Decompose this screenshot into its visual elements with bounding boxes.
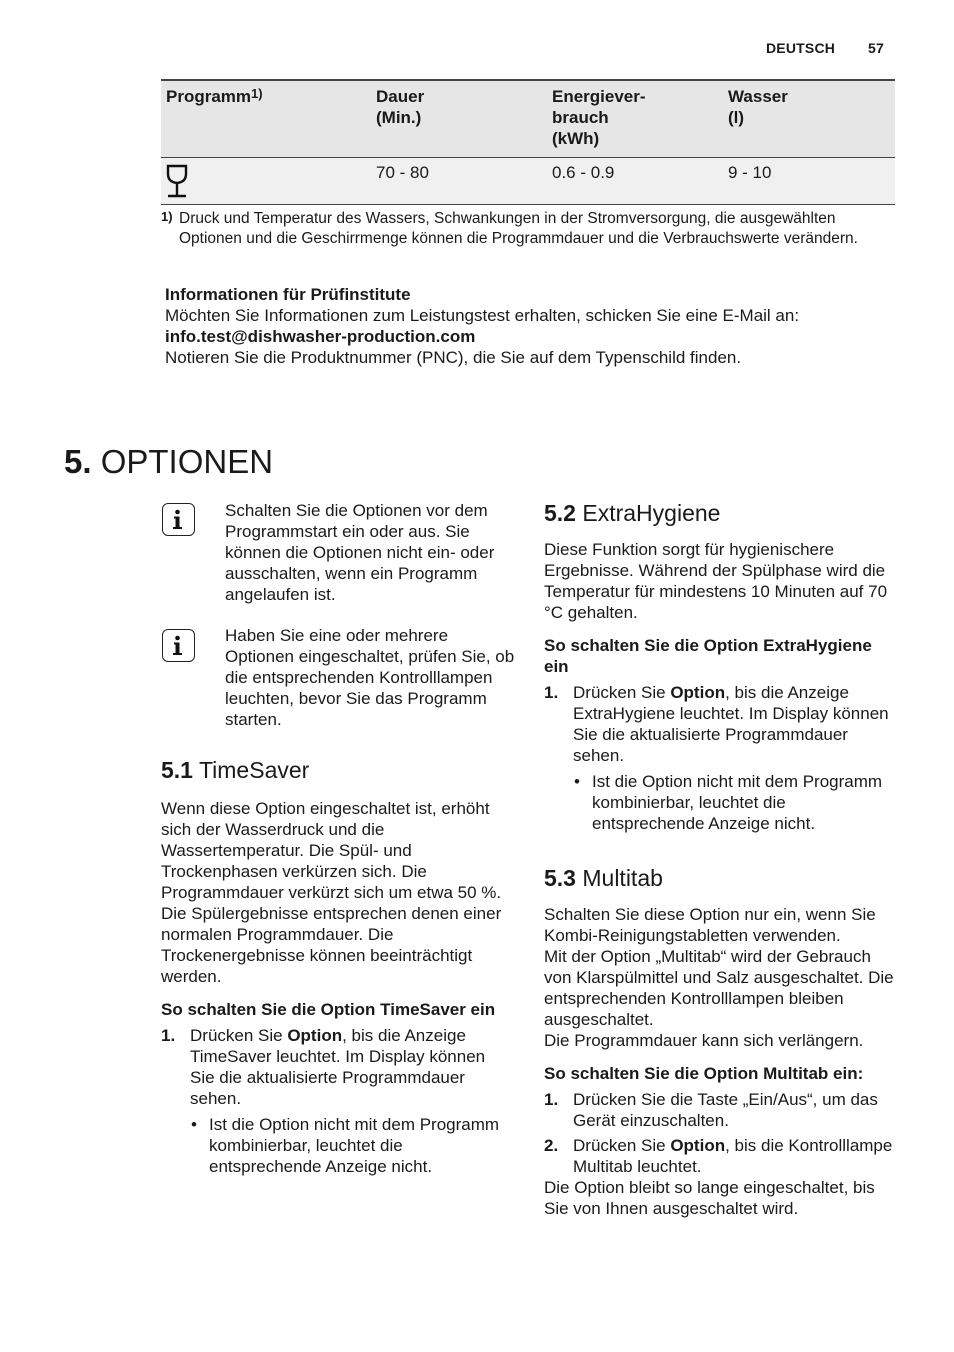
list-item	[544, 1089, 894, 1131]
bullet-text: Ist die Option nicht mit dem Programm kombinierbar, leuchtet die entsprechende Anzeige nicht.	[209, 1115, 500, 1176]
step-text-post: , bis die Kontrolllampe Multitab leuchtet.	[573, 1136, 893, 1176]
test-info-line1: Möchten Sie Informationen zum Leistungstest erhalten, schicken Sie eine E-Mail an:	[165, 306, 800, 325]
col-header-duration: Dauer (Min.)	[371, 80, 547, 158]
note-1-text: Schalten Sie die Optionen vor dem Programmstart ein oder aus. Sie können die Optionen nicht ein- oder ausschalten, wenn ein Programm angelaufen ist.	[225, 501, 495, 604]
section-title	[161, 756, 511, 784]
test-info-title: Informationen für Prüfinstitute	[165, 285, 411, 304]
section-body: Schalten Sie diese Option nur ein, wenn Sie Kombi-Reinigungstabletten verwenden.	[544, 905, 876, 945]
section-body-2: Mit der Option „Multitab“ wird der Gebrauch von Klarspülmittel und Salz ausgeschaltet. Die entsprechenden Kontrolllampen bleiben ausgeschaltet.	[544, 947, 894, 1029]
info-icon	[162, 503, 195, 536]
footnote-ref: 1)	[251, 86, 263, 101]
list-item	[161, 1114, 511, 1177]
step-text-pre: Drücken Sie	[573, 683, 671, 702]
table-footnote	[161, 209, 881, 249]
chapter-number: 5.	[64, 443, 92, 480]
header-language: DEUTSCH	[766, 40, 836, 56]
list-item	[161, 1025, 511, 1109]
step-number: 2.	[544, 1136, 559, 1155]
program-table	[161, 79, 895, 205]
step-number: 1.	[544, 1090, 559, 1109]
section-label: TimeSaver	[198, 757, 310, 783]
step-text: Drücken Sie die Taste „Ein/Aus“, um das Gerät einzuschalten.	[573, 1090, 878, 1130]
section-5-2	[544, 499, 894, 834]
wine-glass-icon	[166, 164, 188, 198]
section-body-2: Die Spülergebnisse entsprechen denen einer normalen Programmdauer. Die Trockenergebnisse können beeinträchtigt werden.	[161, 904, 502, 986]
section-body-3: Die Programmdauer kann sich verlängern.	[544, 1031, 864, 1050]
section-body: Wenn diese Option eingeschaltet ist, erhöht sich der Wasserdruck und die Wassertemperatur. Die Spül- und Trockenphasen verkürzen sich. Die Programmdauer verkürzt sich um etwa 50 %.	[161, 799, 502, 902]
step-number: 1.	[161, 1026, 176, 1045]
info-icon	[162, 629, 195, 662]
section-label: ExtraHygiene	[582, 500, 721, 526]
bullet-icon: •	[574, 772, 580, 791]
section-number: 5.2	[544, 500, 576, 526]
section-closing: Die Option bleibt so lange eingeschaltet, bis Sie von Ihnen ausgeschaltet wird.	[544, 1178, 875, 1218]
option-button-ref: Option	[287, 1026, 343, 1045]
section-number: 5.1	[161, 757, 193, 783]
option-button-ref: Option	[670, 683, 726, 702]
step-text-post: , bis die Anzeige ExtraHygiene leuchtet. Im Display können Sie die aktualisierte Programmdauer sehen.	[573, 683, 889, 765]
bullet-icon: •	[191, 1115, 197, 1134]
table-row	[161, 158, 895, 205]
program-cell	[161, 158, 371, 205]
section-title	[544, 864, 894, 892]
howto-heading: So schalten Sie die Option ExtraHygiene ein	[544, 636, 872, 676]
list-item	[544, 682, 894, 766]
step-text-post: , bis die Anzeige TimeSaver leuchtet. Im Display können Sie die aktualisierte Programmdauer sehen.	[190, 1026, 486, 1108]
table-header-row	[161, 80, 895, 158]
duration-cell: 70 - 80	[371, 158, 547, 205]
section-body: Diese Funktion sorgt für hygienischere Ergebnisse. Während der Spülphase wird die Temperatur für mindestens 10 Minuten auf 70 °C gehalten.	[544, 540, 888, 622]
step-text-pre: Drücken Sie	[190, 1026, 288, 1045]
howto-heading: So schalten Sie die Option Multitab ein:	[544, 1064, 864, 1083]
footnote-mark: 1)	[161, 209, 173, 224]
col-header-energy: Energiever- brauch (kWh)	[547, 80, 723, 158]
water-cell: 9 - 10	[723, 158, 895, 205]
step-number: 1.	[544, 683, 559, 702]
section-5-1	[161, 756, 511, 1177]
section-5-3	[544, 864, 894, 1219]
note-1	[225, 500, 515, 605]
col-header-program-label: Programm	[166, 87, 252, 106]
section-label: Multitab	[582, 865, 663, 891]
list-item	[544, 1135, 894, 1177]
list-item	[544, 771, 894, 834]
energy-cell: 0.6 - 0.9	[547, 158, 723, 205]
note-2	[225, 625, 515, 730]
step-text-pre: Drücken Sie	[573, 1136, 671, 1155]
chapter-title	[64, 442, 273, 482]
test-info-email: info.test@dishwasher-production.com	[165, 327, 476, 346]
col-header-program	[161, 80, 371, 158]
section-number: 5.3	[544, 865, 576, 891]
page-number: 57	[868, 40, 884, 56]
test-info-block	[165, 284, 895, 368]
section-title	[544, 499, 894, 527]
howto-heading: So schalten Sie die Option TimeSaver ein	[161, 1000, 496, 1019]
footnote-text: Druck und Temperatur des Wassers, Schwankungen in der Stromversorgung, die ausgewählten Optionen und die Geschirrmenge können die Programmdauer und die Verbrauchswerte verändern.	[179, 210, 858, 247]
col-header-water: Wasser (l)	[723, 80, 895, 158]
option-button-ref: Option	[670, 1136, 726, 1155]
note-2-text: Haben Sie eine oder mehrere Optionen eingeschaltet, prüfen Sie, ob die entsprechenden Kontrolllampen leuchten, bevor Sie das Programm starten.	[225, 626, 515, 729]
bullet-text: Ist die Option nicht mit dem Programm kombinierbar, leuchtet die entsprechende Anzeige nicht.	[592, 772, 883, 833]
chapter-label: OPTIONEN	[100, 443, 274, 480]
test-info-line2: Notieren Sie die Produktnummer (PNC), die Sie auf dem Typenschild finden.	[165, 348, 742, 367]
